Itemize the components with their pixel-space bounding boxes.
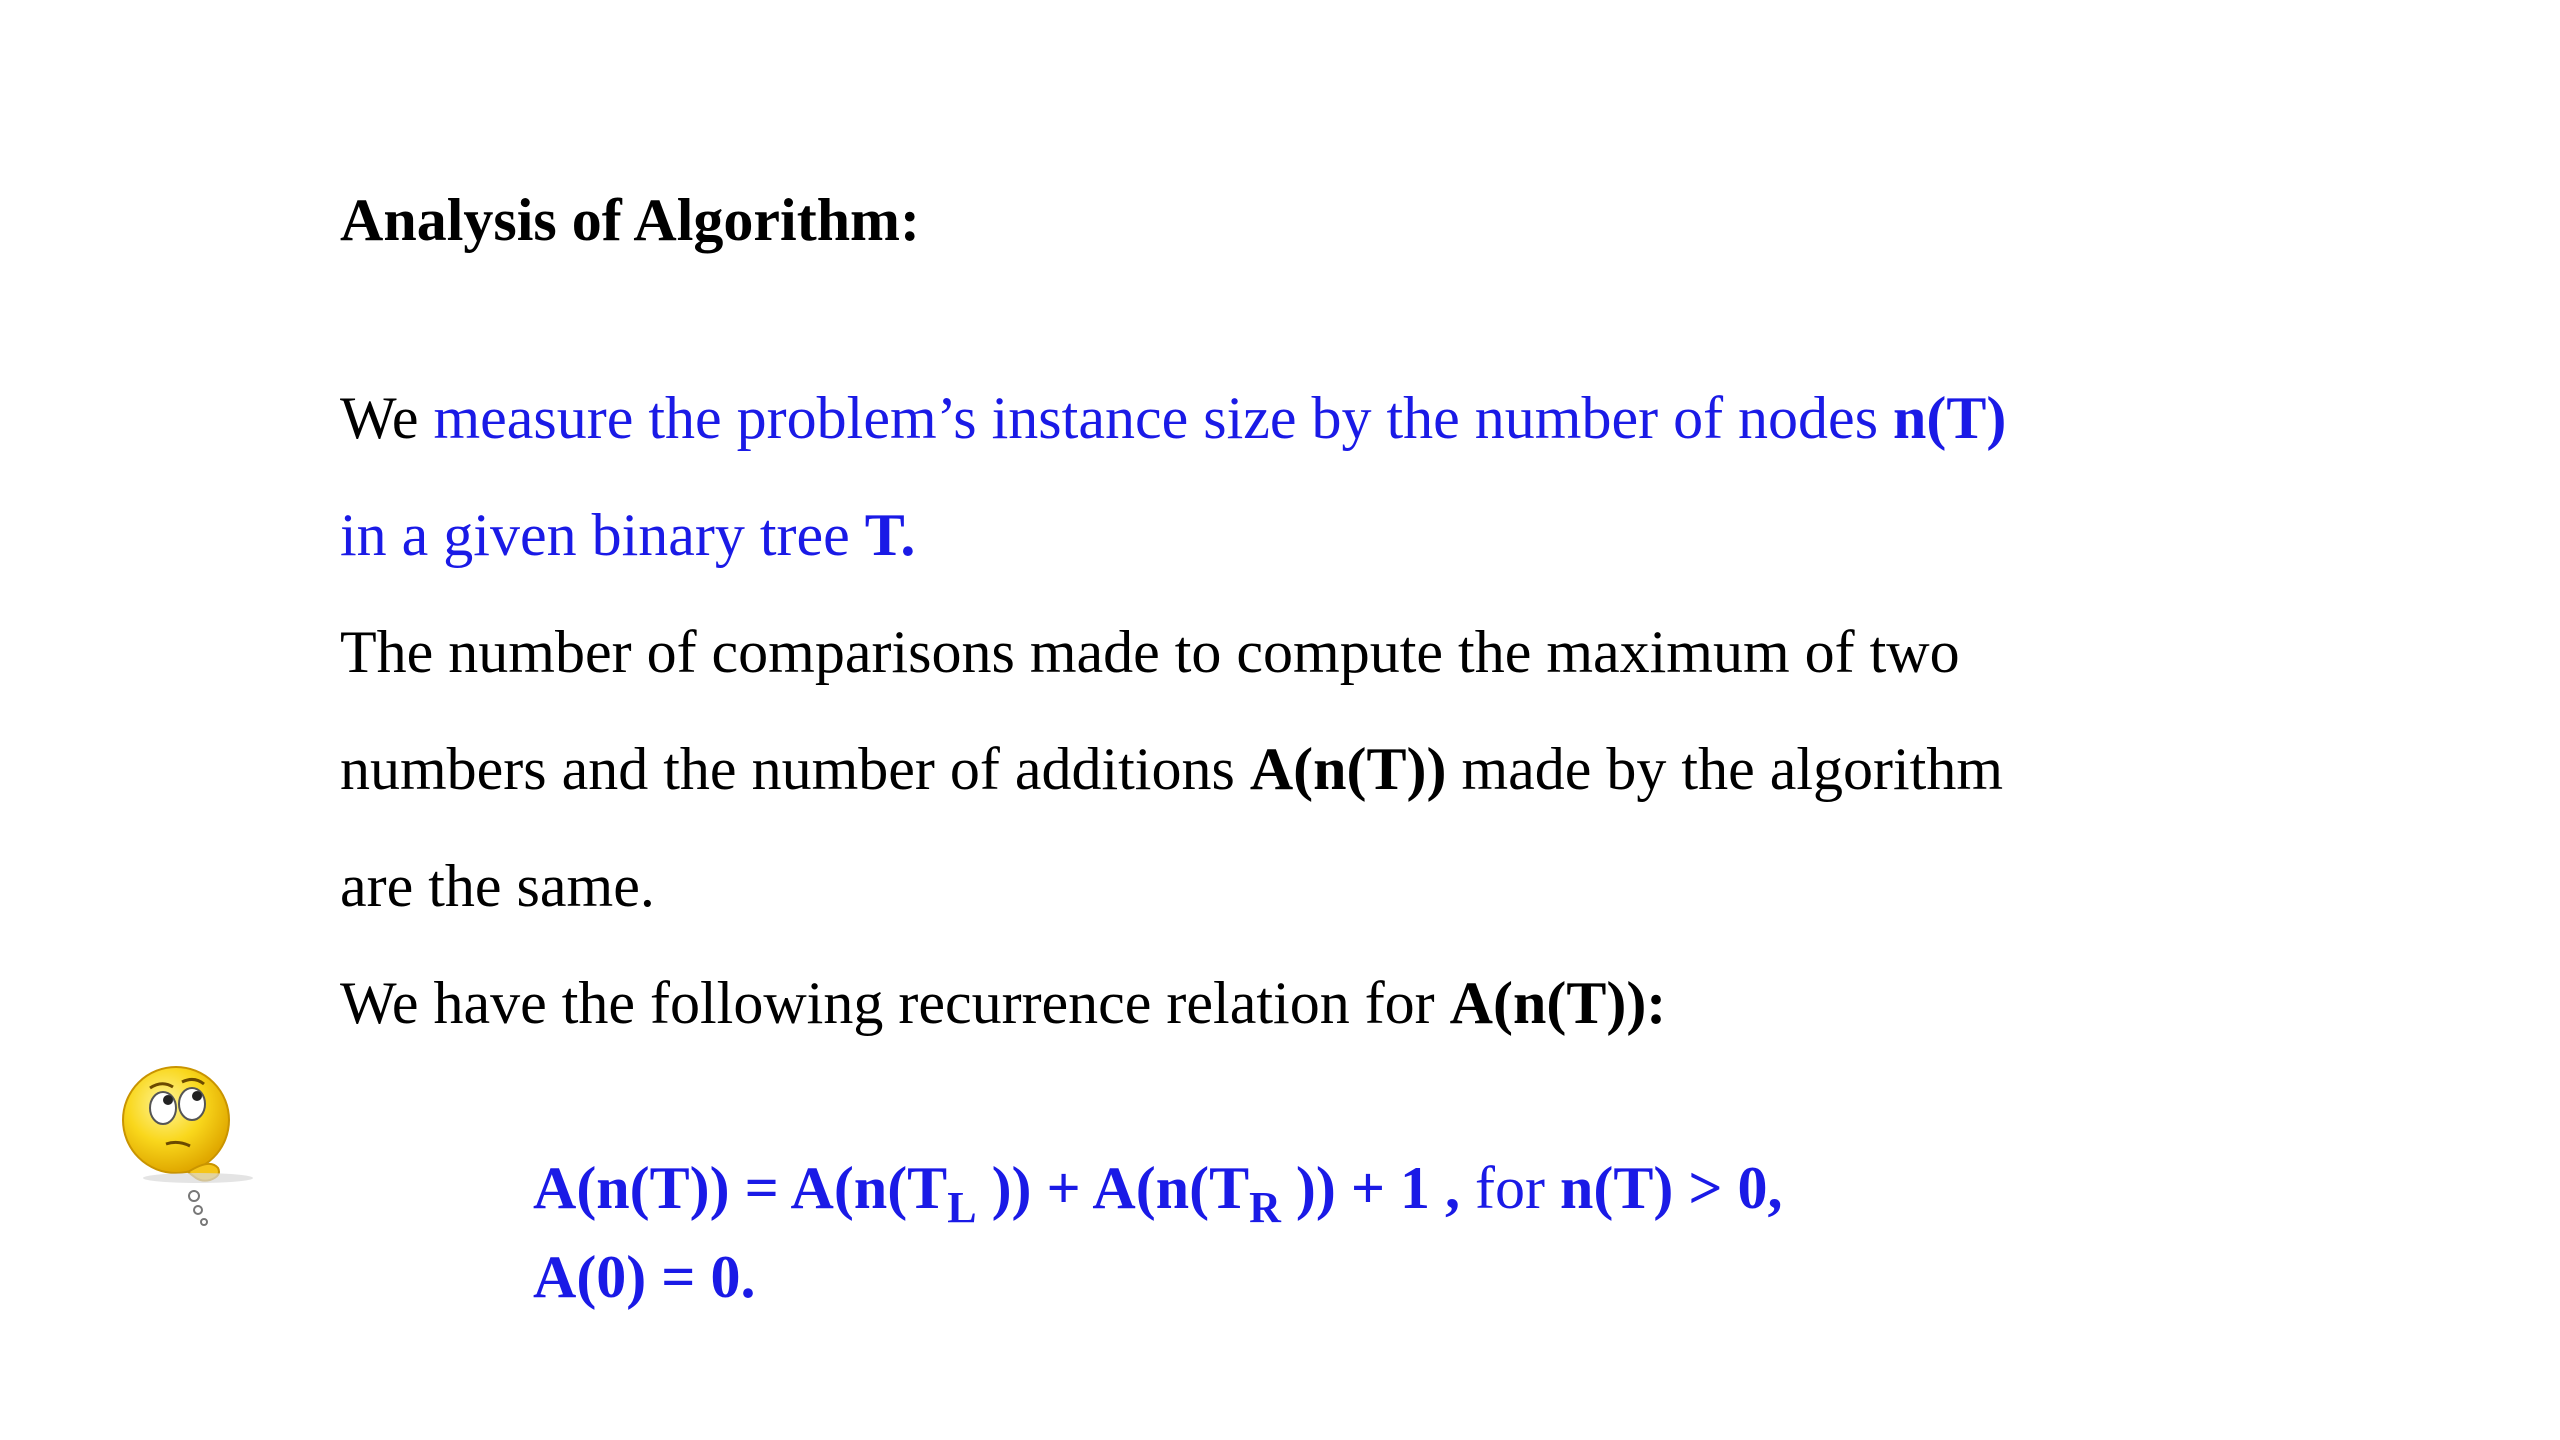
paragraph-3 xyxy=(340,963,1666,1043)
paragraph-1-line-1 xyxy=(340,378,2006,458)
paragraph-2-line-1: The number of comparisons made to compute the maximum of two xyxy=(340,619,1960,685)
para1-highlight: measure the problem’s instance size by the number of nodes xyxy=(433,385,1894,451)
recurrence-part-1: A(n(T)) = A(n(T xyxy=(533,1155,948,1221)
subscript-left: L xyxy=(947,1183,977,1232)
thinking-face-icon xyxy=(118,1060,268,1240)
paragraph-2-line-2 xyxy=(340,729,2003,809)
paragraph-1-line-2 xyxy=(340,495,915,575)
recurrence-part-2: )) + A(n(T xyxy=(976,1155,1250,1221)
recurrence-part-4: n(T) > 0, xyxy=(1545,1155,1783,1221)
para3-term: A(n(T)): xyxy=(1449,970,1667,1036)
slide-title: Analysis of Algorithm: xyxy=(340,187,921,253)
para2-line2-tail: made by the algorithm xyxy=(1446,736,2003,802)
subscript-right: R xyxy=(1249,1183,1281,1232)
para1-term: n(T) xyxy=(1893,385,2007,451)
para2-line2-lead: numbers and the number of additions xyxy=(340,736,1250,802)
para2-line2-term: A(n(T)) xyxy=(1249,736,1447,802)
para1-line2-text: in a given binary tree xyxy=(340,502,865,568)
para1-line2-term: T. xyxy=(864,502,916,568)
recurrence-part-3: )) + 1 , xyxy=(1280,1155,1476,1221)
paragraph-2-line-3: are the same. xyxy=(340,853,655,919)
recurrence-word-for: for xyxy=(1475,1155,1545,1221)
recurrence-line-1 xyxy=(533,1148,1783,1232)
recurrence-line-2: A(0) = 0. xyxy=(533,1244,756,1310)
para3-lead: We have the following recurrence relation for xyxy=(340,970,1450,1036)
para1-lead: We xyxy=(340,385,434,451)
